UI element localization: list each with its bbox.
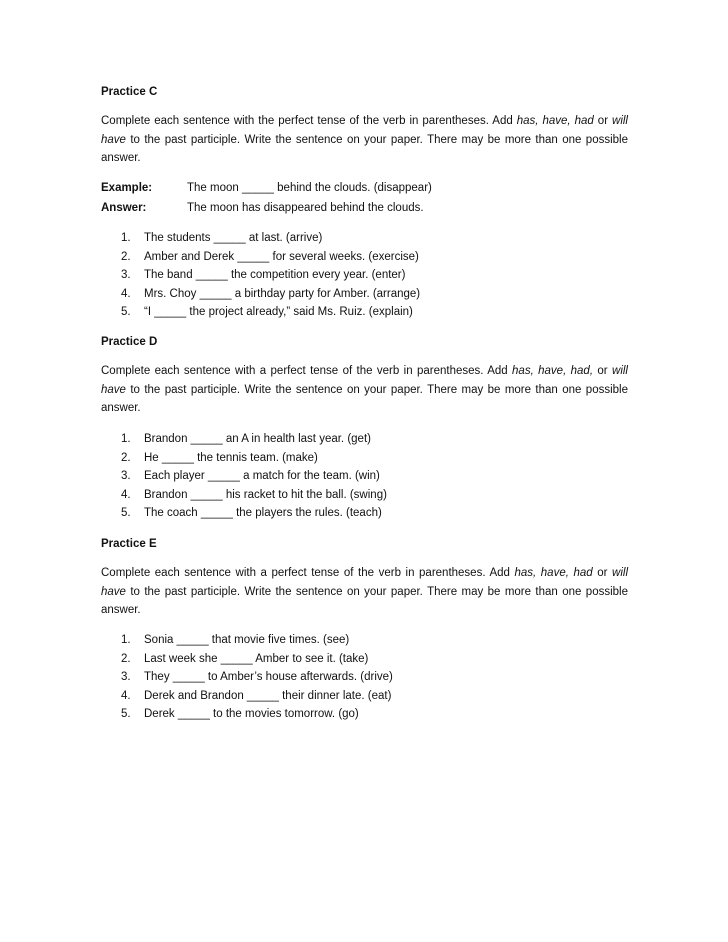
answer-text: The moon has disappeared behind the clouds. (187, 202, 424, 214)
item-number: 2. (121, 250, 131, 263)
item-sentence: Brandon _____ an A in health last year. (get) (144, 433, 371, 445)
instr-emphasis: has, have, had, (512, 365, 594, 377)
item-number: 5. (121, 306, 131, 319)
item-number: 5. (121, 507, 131, 520)
item-sentence: Amber and Derek _____ for several weeks. (exercise) (144, 250, 419, 263)
item-sentence: Derek and Brandon _____ their dinner late. (eat) (144, 689, 392, 702)
instr-text: or (593, 365, 613, 377)
instr-text: or (592, 567, 613, 579)
item-sentence: Brandon _____ his racket to hit the ball. (swing) (144, 488, 387, 501)
item-sentence: Last week she _____ Amber to see it. (take) (144, 652, 369, 665)
item-number: 2. (121, 652, 131, 665)
instr-text: Complete each sentence with a perfect tense of the verb in parentheses. Add (101, 567, 515, 579)
item-sentence: Derek _____ to the movies tomorrow. (go) (144, 708, 359, 721)
item-sentence: The coach _____ the players the rules. (teach) (144, 507, 382, 520)
item-number: 3. (121, 671, 131, 684)
item-sentence: The students _____ at last. (arrive) (144, 232, 323, 244)
practice-e-heading: Practice E (101, 538, 157, 550)
item-number: 5. (121, 708, 131, 721)
example-label: Example: (101, 182, 153, 194)
instr-text: to the past participle. Write the sentence on your paper. There may be more than one possible answer. (101, 585, 628, 617)
instr-text: or (593, 115, 613, 127)
item-number: 4. (121, 287, 131, 300)
instr-emphasis: has, have, had (514, 567, 593, 579)
answer-label: Answer: (101, 202, 147, 214)
item-sentence: “I _____ the project already,” said Ms. Ruiz. (explain) (144, 306, 413, 319)
item-number: 2. (121, 451, 131, 464)
item-sentence: Mrs. Choy _____ a birthday party for Amber. (arrange) (144, 287, 421, 300)
item-sentence: They _____ to Amber’s house afterwards. (drive) (144, 671, 393, 684)
instr-text: Complete each sentence with the perfect tense of the verb in parentheses. Add (101, 115, 517, 127)
item-sentence: He _____ the tennis team. (make) (144, 451, 318, 464)
item-number: 1. (121, 232, 131, 244)
item-number: 4. (121, 488, 131, 501)
item-sentence: Each player _____ a match for the team. (win) (144, 470, 380, 483)
item-number: 3. (121, 269, 131, 282)
item-sentence: The band _____ the competition every year. (enter) (144, 269, 406, 282)
instr-emphasis: will have (101, 365, 628, 396)
instr-emphasis: will have (101, 567, 629, 598)
example-row (101, 181, 432, 195)
item-number: 1. (121, 433, 131, 445)
example-text: The moon _____ behind the clouds. (disappear) (187, 182, 432, 194)
item-number: 3. (121, 470, 131, 483)
instr-emphasis: will have (101, 115, 628, 146)
practice-c-instructions (101, 112, 628, 168)
answer-row (101, 201, 424, 215)
practice-e-instructions (101, 564, 628, 620)
practice-d-heading: Practice D (101, 336, 158, 348)
practice-c-heading: Practice C (101, 86, 158, 98)
instr-text: to the past participle. Write the sentence on your paper. There may be more than one possible answer. (101, 133, 628, 165)
instr-emphasis: has, have, had (516, 115, 594, 127)
item-number: 1. (121, 634, 131, 646)
item-sentence: Sonia _____ that movie five times. (see) (144, 634, 350, 646)
item-number: 4. (121, 689, 131, 702)
practice-d-instructions (101, 362, 628, 418)
instr-text: Complete each sentence with a perfect tense of the verb in parentheses. Add (101, 365, 513, 377)
instr-text: to the past participle. Write the sentence on your paper. There may be more than one possible answer. (101, 383, 628, 415)
